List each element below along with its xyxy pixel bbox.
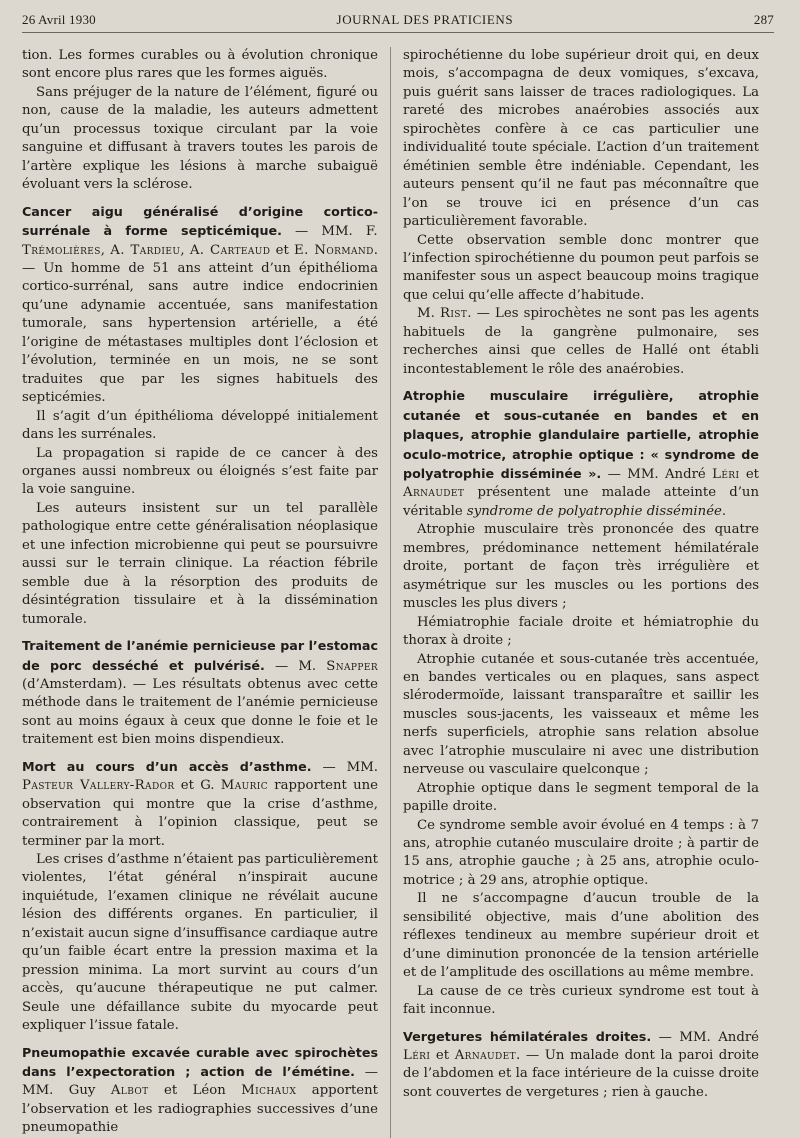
paragraph: La cause de ce très curieux syndrome est tout à fait inconnue. (403, 983, 759, 1018)
paragraph: M. Rist. — Les spirochètes ne sont pas les agents habituels de la gangrène pulmonaire, ses recherches ainsi que celles de Hallé ont établi incontestablement le rôle des anaérobies. (403, 306, 760, 377)
paragraph: Il s’agit d’un épithélioma développé initialement dans les surrénales. (22, 408, 378, 443)
author-name: Rist (439, 306, 468, 322)
entry-body: . — Un malade dont la paroi droite de l’abdomen et la face intérieure de la cuisse droite sont couvertes de vergetures ; rien à gauche. (403, 1048, 759, 1100)
author-name: A. Tardieu (110, 242, 181, 258)
entry-body: apportent l’observation et les radiographies successives d’une pneumopathie (22, 1083, 378, 1136)
author-name: E. Normand (294, 242, 374, 258)
author-name: Pasteur Vallery-Rador (22, 778, 175, 794)
entry-heading: Traitement de l’anémie pernicieuse par l’estomac de porc desséché et pulvérisé. (22, 638, 378, 673)
right-column (390, 47, 759, 1138)
author-name: Léri (403, 1048, 431, 1064)
paragraph: Sans préjuger de la nature de l’élément, figuré ou non, cause de la maladie, les auteurs admettent qu’un processus toxique circulant par la voie sanguine et diffusant à travers toutes les parois de l’artère explique les lésions à marche subaiguë évoluant vers la sclérose. (22, 84, 378, 193)
author-name: F. Trémolières (22, 224, 378, 258)
paragraph: tion. Les formes curables ou à évolution chronique sont encore plus rares que les formes aiguës. (22, 48, 378, 82)
paragraph: Atrophie cutanée et sous-cutanée très accentuée, en bandes verticales ou en plaques, sans aspect slérodermoïde, laissant transparaître et saillir les muscles sous-jacents, les vaisseaux et même les nerfs superficiels, atrophie sans relation absolue avec l’atrophie musculaire ni avec une distribution nerveuse ou vasculaire quelconque ; (403, 651, 759, 778)
entry-heading: Pneumopathie excavée curable avec spirochètes dans l’expectoration ; action de l’émétine. (22, 1044, 378, 1080)
author-name: Arnaudet (454, 1048, 517, 1064)
abstract-entry: Atrophie musculaire irrégulière, atrophie cutanée et sous-cutanée en bandes et en plaques, atrophie glandulaire partielle, atrophie oculo-motrice, atrophie optique : « syndrome de polyatrophie disséminée ». — MM. André Léri et Arnaudet présentent une malade atteinte d’un véritable syndrome de polyatrophie disséminée. (403, 388, 759, 519)
entry-heading: Vergetures hémilatérales droites. (403, 1028, 652, 1044)
author-name: Arnaudet (403, 485, 465, 501)
paragraph: Les auteurs insistent sur un tel parallèle pathologique entre cette généralisation néoplasique et une infection microbienne qui peut se poursuivre aussi sur le terrain clinique. La réaction fébrile semble due à la résorption des produits de désintégration tissulaire et à la dissémination tumorale. (22, 500, 378, 627)
paragraph: Hémiatrophie faciale droite et hémiatrophie du thorax à droite ; (403, 614, 759, 649)
author-name: Albot (110, 1083, 149, 1099)
abstract-entry: Traitement de l’anémie pernicieuse par l’estomac de porc desséché et pulvérisé. — M. Snapper (d’Amsterdam). — Les résultats obtenus avec cette méthode dans le traitement de l’anémie pernicieuse sont au moins égaux à ceux que donne le foie et le traitement est bien moins dispendieux. (22, 638, 378, 748)
abstract-entry: Pneumopathie excavée curable avec spirochètes dans l’expectoration ; action de l’émétine. — MM. Guy Albot et Léon Michaux apportent l’observation et les radiographies successives d’une pneumopathie (22, 1044, 379, 1136)
journal-title: JOURNAL DES PRATICIENS (336, 12, 514, 27)
left-column (22, 47, 390, 1138)
paragraph: spirochétienne du lobe supérieur droit qui, en deux mois, s’accompagna de deux vomiques, s’excava, puis guérit sans laisser de traces radiologiques. La rareté des microbes anaérobies associés aux spirochètes confère à ce cas particulier une individualité toute spéciale. L’action d’un traitement émétinien semble être indéniable. Cependant, les auteurs pensent qu’il ne faut pas méconnaître que l’on se trouve ici en présence d’un cas particulièrement favorable. (403, 48, 759, 230)
paragraph: Il ne s’accompagne d’aucun trouble de la sensibilité objective, mais d’une abolition des réflexes tendineux au membre supérieur droit et d’une diminution prononcée de la tension artérielle et de l’amplitude des oscillations au même membre. (403, 891, 759, 981)
paragraph: Les crises d’asthme n’étaient pas particulièrement violentes, l’état général n’inspirait aucune inquiétude, l’examen clinique ne révélait aucune lésion des différents organes. En particulier, il n’existait aucun signe d’insuffisance cardiaque autre qu’un faible écart entre la pression maxima et la pression minima. La mort survint au cours d’un accès, qu’aucune thérapeutique ne put calmer. Seule une défaillance subite du myocarde peut expliquer l’issue fatale. (22, 852, 378, 1034)
entry-body: rapportent une observation qui montre que la crise d’asthme, contrairement à l’opinion classique, peut se terminer par la mort. (22, 778, 378, 849)
page-number: 287 (753, 12, 774, 27)
running-header (22, 12, 774, 33)
issue-date: 26 Avril 1930 (22, 12, 96, 27)
entry-heading: Mort au cours d’un accès d’asthme. (22, 758, 312, 774)
author-name: Mauric (220, 778, 269, 794)
author-name: Snapper (326, 658, 378, 674)
author-name: A. Carteaud (189, 242, 271, 258)
paragraph: Cette observation semble donc montrer que l’infection spirochétienne du poumon peut parfois se manifester sous un aspect beaucoup moins tragique que celui qu’elle affecte d’habitude. (403, 232, 759, 303)
abstract-entry: Mort au cours d’un accès d’asthme. — MM. Pasteur Vallery-Rador et G. Mauric rapportent une observation qui montre que la crise d’asthme, contrairement à l’opinion classique, peut se terminer par la mort. (22, 758, 378, 849)
paragraph: Atrophie musculaire très prononcée des quatre membres, prédominance nettement hémilatérale droite, portant de façon très irrégulière et asymétrique sur les muscles ou les portions des muscles les plus divers ; (403, 522, 759, 612)
entry-body: présentent une malade atteinte d’un véritable (403, 485, 759, 519)
abstract-entry: Vergetures hémilatérales droites. — MM. André Léri et Arnaudet. — Un malade dont la paroi droite de l’abdomen et la face intérieure de la cuisse droite sont couvertes de vergetures ; rien à gauche. (403, 1028, 759, 1100)
paragraph: Atrophie optique dans le segment temporal de la papille droite. (403, 780, 759, 815)
entry-body: (d’Amsterdam). — Les résultats obtenus avec cette méthode dans le traitement de l’anémie pernicieuse sont au moins égaux à ceux que donne le foie et le traitement est bien moins dispendieux. (22, 676, 378, 748)
italic-term: syndrome de polyatrophie disséminée (466, 503, 722, 519)
author-name: Léri (712, 466, 740, 482)
entry-body: . — Un homme de 51 ans atteint d’un épithélioma cortico-surrénal, sans autre indice endocrinien qu’une adynamie accentuée, sans manifestation tumorale, sans hypertension artérielle, a été l’origine de métastases multiples dont l’éclosion et l’évolution, terminée en un mois, ne se sont traduites que par les signes habituels des septicémies. (22, 242, 378, 406)
author-name: Michaux (241, 1083, 297, 1099)
paragraph: La propagation si rapide de ce cancer à des organes aussi nombreux ou éloignés s’est faite par la voie sanguine. (22, 445, 378, 498)
entry-heading: Atrophie musculaire irrégulière, atrophie cutanée et sous-cutanée en bandes et en plaques, atrophie glandulaire partielle, atrophie oculo-motrice, atrophie optique : « syndrome de polyatrophie disséminée ». (403, 388, 759, 481)
paragraph: Ce syndrome semble avoir évolué en 4 temps : à 7 ans, atrophie cutanéo musculaire droite ; à partir de 15 ans, atrophie gauche ; à 25 ans, atrophie oculo-motrice ; à 29 ans, atrophie optique. (403, 817, 759, 888)
abstract-entry: Cancer aigu généralisé d’origine cortico-surrénale à forme septicémique. — MM. F. Trémolières, A. Tardieu, A. Carteaud et E. Normand. — Un homme de 51 ans atteint d’un épithélioma cortico-surrénal, sans autre indice endocrinien qu’une adynamie accentuée, sans manifestation tumorale, sans hypertension artérielle, a été l’origine de métastases multiples dont l’éclosion et l’évolution, terminée en un mois, ne se sont traduites que par les signes habituels des septicémies. (22, 203, 378, 406)
entry-heading: Cancer aigu généralisé d’origine cortico-surrénale à forme septicémique. (22, 203, 378, 239)
